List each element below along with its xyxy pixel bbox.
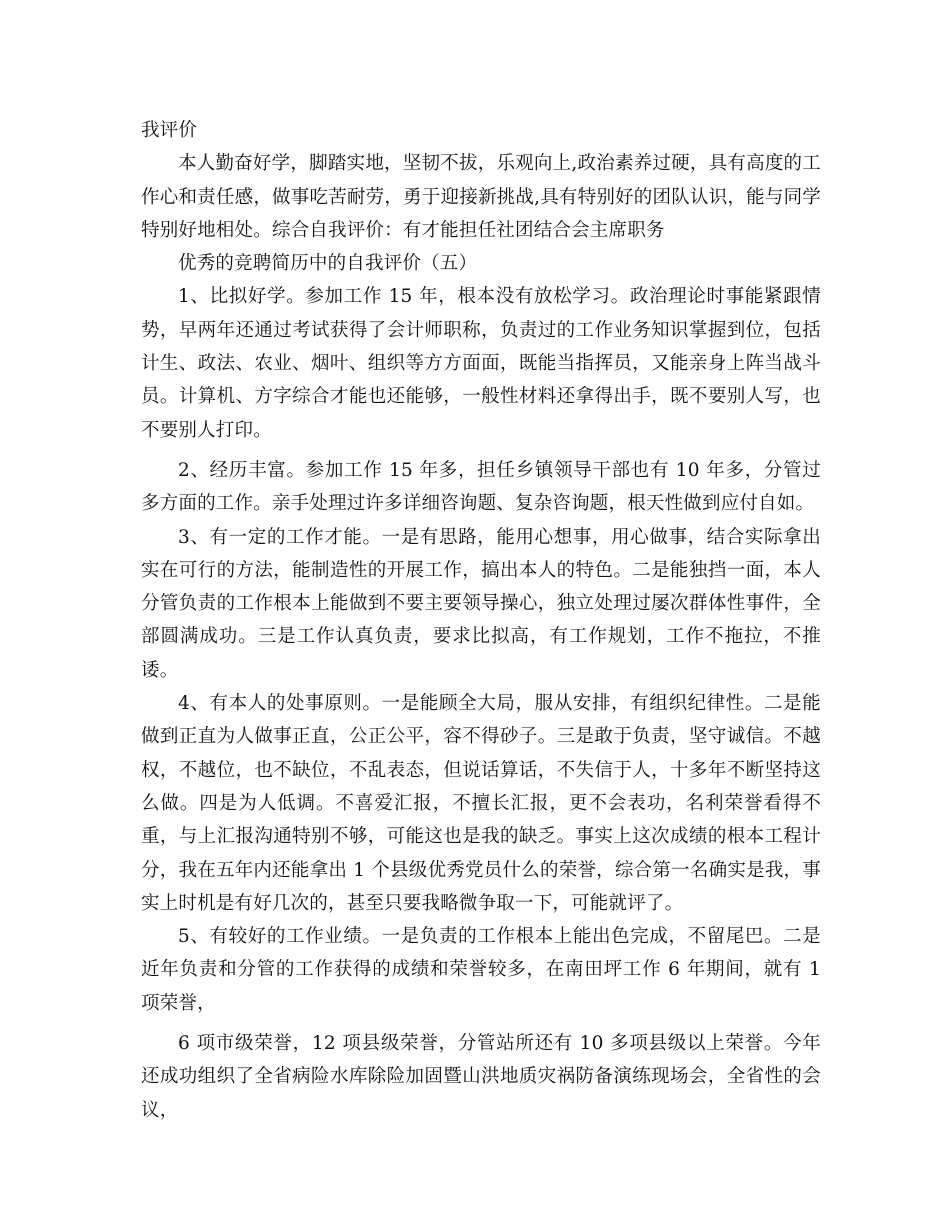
paragraph-item-2: 2、经历丰富。参加工作 15 年多，担任乡镇领导干部也有 10 年多，分管过多方面的工作。亲手处理过许多详细咨询题、复杂咨询题，根天性做到应付自如。	[141, 459, 821, 515]
paragraph-self-evaluation-heading: 我评价	[141, 120, 198, 141]
paragraph-self-evaluation: 本人勤奋好学，脚踏实地，坚韧不拔，乐观向上,政治素养过硬，具有高度的工作心和责任感，做事吃苦耐劳，勇于迎接新挑战,具有特别好的团队认识，能与同学特别好地相处。综合自我评价：有才能担任社团结合会主席职务	[141, 153, 821, 241]
section-heading: 优秀的竞聘简历中的自我评价（五）	[178, 253, 478, 275]
paragraph-item-5: 5、有较好的工作业绩。一是负责的工作根本上能出色完成，不留尾巴。二是近年负责和分管的工作获得的成绩和荣誉较多，在南田坪工作 6 年期间，就有 1 项荣誉，	[141, 926, 828, 1014]
document-body	[141, 114, 828, 1127]
paragraph-item-4: 4、有本人的处事原则。一是能顾全大局，服从安排，有组织纪律性。二是能做到正直为人做事正直，公正公平，容不得砂子。三是敢于负责，坚守诚信。不越权，不越位，也不缺位，不乱表态，但说话算话，不失信于人，十多年不断坚持这么做。四是为人低调。不喜爱汇报，不擅长汇报，更不会表功，名利荣誉看得不重，与上汇报沟通特别不够，可能这也是我的缺乏。事实上这次成绩的根本工程计分，我在五年内还能拿出 1 个县级优秀党员什么的荣誉，综合第一名确实是我，事实上时机是有好几次的，甚至只要我略微争取一下，可能就评了。	[141, 693, 821, 914]
paragraph-item-3: 3、有一定的工作才能。一是有思路，能用心想事，用心做事，结合实际拿出实在可行的方法，能制造性的开展工作，搞出本人的特色。二是能独挡一面，本人分管负责的工作根本上能做到不要主要领导操心，独立处理过屡次群体性事件，全部圆满成功。三是工作认真负责，要求比拟高，有工作规划，工作不拖拉，不推诿。	[141, 526, 821, 681]
paragraph-honors-continued: 6 项市级荣誉，12 项县级荣誉，分管站所还有 10 多项县级以上荣誉。今年还成功组织了全省病险水库除险加固暨山洪地质灾祸防备演练现场会，全省性的会议，	[141, 1033, 821, 1121]
paragraph-item-1: 1、比拟好学。参加工作 15 年，根本没有放松学习。政治理论时事能紧跟情势，早两年还通过考试获得了会计师职称，负责过的工作业务知识掌握到位，包括计生、政法、农业、烟叶、组织等方方面面，既能当指挥员，又能亲身上阵当战斗员。计算机、方字综合才能也还能够，一般性材料还拿得出手，既不要别人写，也不要别人打印。	[141, 286, 821, 441]
